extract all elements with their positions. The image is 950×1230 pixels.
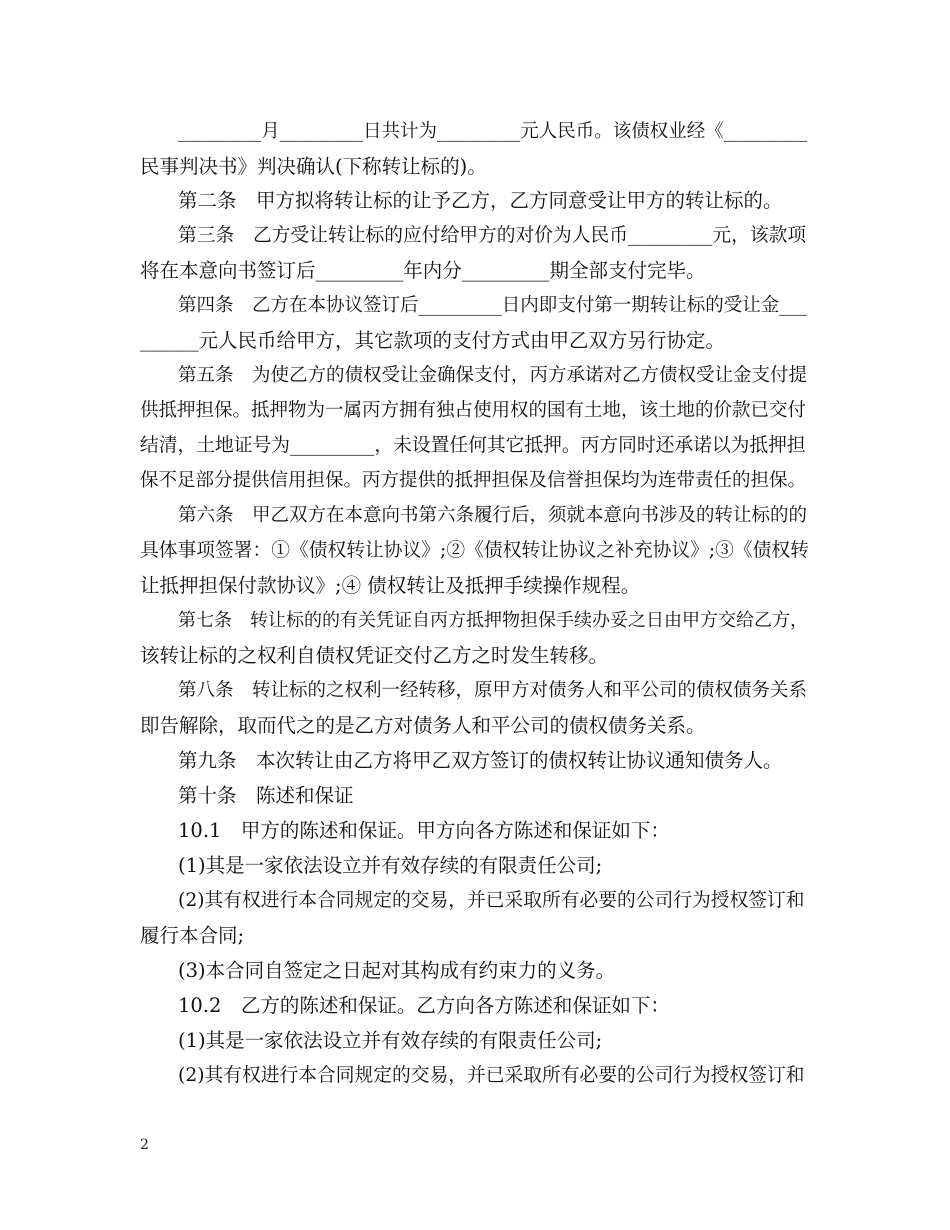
text-line: 结清，土地证号为_________，未设置任何其它抵押。丙方同时还承诺以为抵押担 <box>140 435 806 456</box>
text-line: (1)其是一家依法设立并有效存续的有限责任公司; <box>178 854 603 877</box>
text-line: 第三条 乙方受让转让标的应付给甲方的对价为人民币_________元，该款项 <box>178 225 807 246</box>
text-line: (1)其是一家依法设立并有效存续的有限责任公司; <box>178 1029 603 1052</box>
text-line: 第八条 转让标的之权利一经转移，原甲方对债务人和平公司的债权债务关系 <box>178 680 808 701</box>
text-line: 10.2 乙方的陈述和保证。乙方向各方陈述和保证如下： <box>178 994 670 1017</box>
text-line: 第九条 本次转让由乙方将甲乙双方签订的债权转让协议通知债务人。 <box>178 749 783 772</box>
text-line: (2)其有权进行本合同规定的交易，并已采取所有必要的公司行为授权签订和 <box>178 1065 805 1086</box>
text-line: 让抵押担保付款协议》;④ 债权转让及抵押手续操作规程。 <box>140 574 641 597</box>
text-line: 第四条 乙方在本协议签订后_________日内即支付第一期转让标的受让金___ <box>178 295 808 316</box>
text-line: 保不足部分提供信用担保。丙方提供的抵押担保及信誉担保均为连带责任的担保。 <box>140 470 807 491</box>
text-line: 10.1 甲方的陈述和保证。甲方向各方陈述和保证如下： <box>178 819 670 842</box>
text-line: 具体事项签署：①《债权转让协议》;②《债权转让协议之补充协议》;③《债权转 <box>140 540 809 561</box>
text-line: 民事判决书》判决确认(下称转让标的)。 <box>140 155 487 178</box>
text-line: 第十条 陈述和保证 <box>178 784 354 807</box>
text-line: 该转让标的之权利自债权凭证交付乙方之时发生转移。 <box>140 644 609 667</box>
text-line: 即告解除，取而代之的是乙方对债务人和平公司的债权债务关系。 <box>140 714 706 737</box>
text-line: ______元人民币给甲方，其它款项的支付方式由甲乙双方另行协定。 <box>140 329 726 352</box>
text-line: (3)本合同自签定之日起对其构成有约束力的义务。 <box>178 959 616 982</box>
text-line: 将在本意向书签订后_________年内分_________期全部支付完毕。 <box>140 259 706 282</box>
text-line: 履行本合同; <box>140 924 245 947</box>
text-line: 第二条 甲方拟将转让标的让予乙方，乙方同意受让甲方的转让标的。 <box>178 189 783 212</box>
text-line: 第五条 为使乙方的债权受让金确保支付，丙方承诺对乙方债权受让金支付提 <box>178 365 808 386</box>
text-line: 第七条 转让标的的有关凭证自丙方抵押物担保手续办妥之日由甲方交给乙方， <box>178 610 808 631</box>
text-line: _________月_________日共计为_________元人民币。该债权业经《_________ <box>178 121 808 142</box>
text-line: (2)其有权进行本合同规定的交易，并已采取所有必要的公司行为授权签订和 <box>178 890 805 911</box>
text-line: 供抵押担保。抵押物为一属丙方拥有独占使用权的国有土地，该土地的价款已交付 <box>140 400 807 421</box>
page-number: 2 <box>140 1137 149 1153</box>
text-line: 第六条 甲乙双方在本意向书第六条履行后，须就本意向书涉及的转让标的的 <box>178 505 808 526</box>
